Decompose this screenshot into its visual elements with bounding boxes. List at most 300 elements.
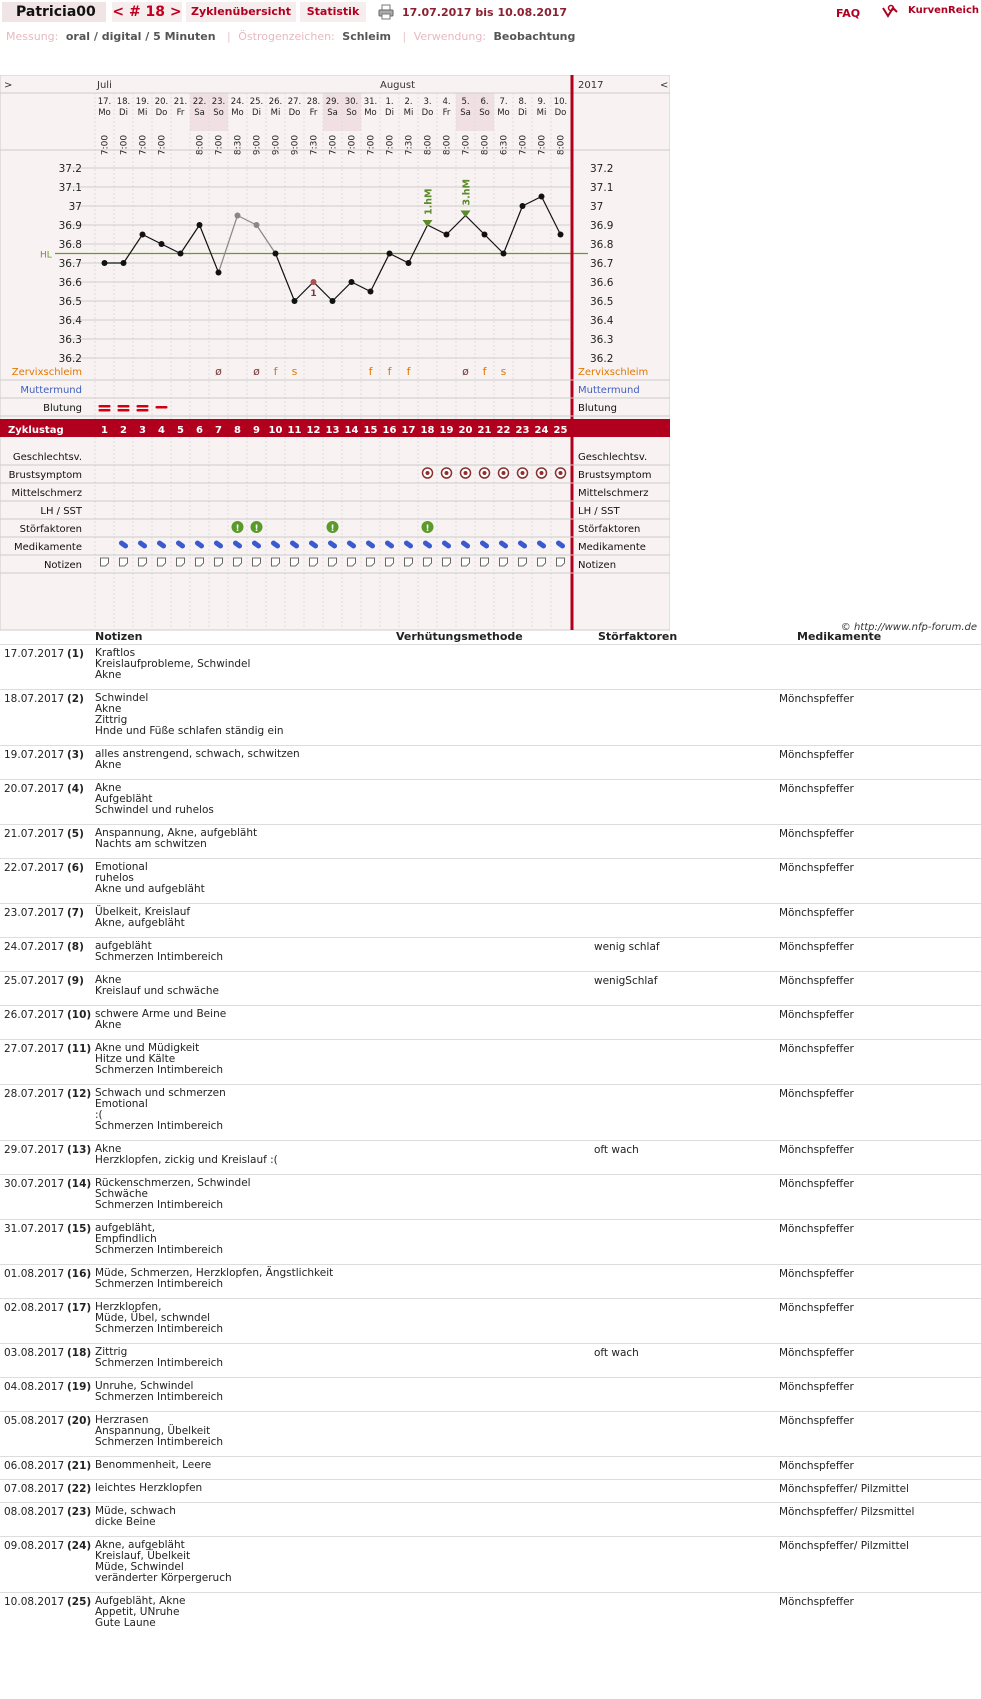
y-tick-right: 36.7 [590,258,614,270]
bleeding-mark [137,409,149,412]
day-weekday: Di [385,108,394,118]
y-tick-left: 37 [68,201,82,213]
note-cycle-day: (11) [67,1043,92,1055]
note-date: 08.08.2017 [4,1506,65,1518]
temp-point [311,279,317,285]
day-weekday: Di [518,108,527,118]
row-label-right-brust: Brustsymptom [578,470,652,481]
note-cycle-day: (4) [67,783,84,795]
logo-text: KurvenReich [908,5,980,16]
y-tick-right: 36.2 [590,353,614,365]
note-date: 23.07.2017 [4,907,65,919]
row-label-right-medi: Medikamente [578,542,646,553]
day-date: 4. [442,97,451,107]
temp-point [444,232,450,238]
y-tick-left: 36.4 [58,315,82,327]
temp-point [330,298,336,304]
cycleday-number: 3 [139,425,146,436]
note-text: Müde, schwach dicke Beine [95,1505,176,1528]
measure-time: 8:00 [556,134,567,156]
row-label-brust: Brustsymptom [8,470,82,481]
day-weekday: Mi [403,108,414,118]
row-label-right-muttermund: Muttermund [578,385,640,396]
note-medication: Mönchspfeffer [779,862,854,874]
day-date: 20. [154,97,169,107]
day-date: 7. [499,97,508,107]
note-medication: Mönchspfeffer [779,749,854,761]
cervical-mucus-mark: f [387,365,392,378]
note-date: 05.08.2017 [4,1415,65,1427]
note-disturbance: wenigSchlaf [594,975,658,987]
note-medication: Mönchspfeffer [779,1347,854,1359]
note-row [0,1536,981,1593]
note-date: 28.07.2017 [4,1088,65,1100]
temp-point [292,298,298,304]
day-weekday: Fr [309,108,318,118]
day-weekday: So [346,108,357,118]
bleeding-mark [137,405,149,408]
note-cycle-day: (12) [67,1088,92,1100]
note-medication: Mönchspfeffer [779,1144,854,1156]
note-date: 17.07.2017 [4,648,65,660]
note-row [0,1005,981,1040]
day-weekday: Mo [231,108,244,118]
day-date: 6. [480,97,489,107]
note-date: 21.07.2017 [4,828,65,840]
day-weekday: Mo [364,108,377,118]
day-weekday: Di [119,108,128,118]
breast-symptom-dot [464,471,468,475]
note-row [0,1298,981,1344]
estrogen-value: Schleim [342,30,392,43]
cycleday-number: 20 [458,425,473,436]
note-row [0,745,981,780]
note-date: 01.08.2017 [4,1268,65,1280]
bleeding-mark [118,409,130,412]
note-row [0,937,981,972]
breast-symptom-dot [559,471,563,475]
cycleday-number: 23 [515,425,530,436]
y-tick-left: 36.8 [58,239,82,251]
temp-point [349,279,355,285]
disturbance-glyph: ! [235,524,240,534]
note-cycle-day: (5) [67,828,84,840]
day-date: 28. [306,97,321,107]
note-date: 27.07.2017 [4,1043,65,1055]
cervical-mucus-mark: s [500,365,507,378]
year-label: 2017 [578,80,604,91]
measure-time: 8:00 [442,134,453,156]
temp-point [216,270,222,276]
measure-time: 7:00 [347,134,358,156]
y-tick-right: 37 [590,201,604,213]
row-label-right-notizen: Notizen [578,560,617,571]
y-tick-right: 37.2 [590,163,614,175]
note-medication: Mönchspfeffer [779,1302,854,1314]
y-tick-left: 37.1 [58,182,82,194]
note-medication: Mönchspfeffer [779,783,854,795]
note-text: Zittrig Schmerzen Intimbereich [95,1346,224,1369]
day-weekday: Fr [176,108,185,118]
note-date: 24.07.2017 [4,941,65,953]
day-weekday: Sa [327,108,338,118]
day-date: 10. [553,97,568,107]
measure-time: 8:30 [233,134,244,156]
cycleday-number: 17 [401,425,416,436]
note-disturbance: oft wach [594,1347,639,1359]
temp-point [387,251,393,257]
cycleday-number: 9 [253,425,260,436]
temp-point [197,222,203,228]
measure-time: 7:00 [100,134,111,156]
y-tick-left: 36.5 [58,296,82,308]
day-weekday: Fr [442,108,451,118]
measure-time: 7:30 [404,134,415,156]
copyright: © http://www.nfp-forum.de [840,622,977,633]
day-weekday: Mo [98,108,111,118]
note-text: Akne und Müdigkeit Hitze und Kälte Schmerzen Intimbereich [95,1042,224,1076]
cycle-chart [0,75,670,635]
note-cycle-day: (23) [67,1506,92,1518]
note-row [0,1039,981,1085]
day-date: 8. [518,97,527,107]
cycleday-number: 13 [325,425,340,436]
measurement-label: Messung: [6,30,59,43]
row-label-medi: Medikamente [14,542,82,553]
note-text: Akne Kreislauf und schwäche [95,974,219,997]
note-cycle-day: (6) [67,862,84,874]
measure-time: 6:30 [499,134,510,156]
disturbance-glyph: ! [330,524,335,534]
day-weekday: Mo [497,108,510,118]
note-cycle-day: (15) [67,1223,92,1235]
day-weekday: Mi [137,108,148,118]
measure-time: 9:00 [290,134,301,156]
day-date: 21. [173,97,188,107]
note-medication: Mönchspfeffer [779,1043,854,1055]
note-text: Rückenschmerzen, Schwindel Schwäche Schmerzen Intimbereich [95,1177,251,1211]
day-weekday: So [213,108,224,118]
day-date: 2. [404,97,413,107]
bleeding-mark [99,405,111,408]
cycleday-number: 4 [158,425,165,436]
measure-time: 7:00 [138,134,149,156]
printer-icon[interactable] [378,4,394,20]
day-weekday: So [479,108,490,118]
row-label-mittel: Mittelschmerz [11,488,82,499]
cycleday-number: 2 [120,425,127,436]
note-cycle-day: (24) [67,1540,92,1552]
note-row [0,1377,981,1412]
cervical-mucus-mark: s [291,365,298,378]
note-row [0,903,981,938]
cervical-mucus-mark: ø [462,365,469,378]
day-date: 1. [385,97,394,107]
note-medication: Mönchspfeffer [779,1088,854,1100]
measure-time: 7:00 [366,134,377,156]
measure-time: 9:00 [252,134,263,156]
note-date: 06.08.2017 [4,1460,65,1472]
note-cycle-day: (16) [67,1268,92,1280]
row-label-right-blutung: Blutung [578,403,617,414]
day-date: 22. [192,97,207,107]
day-weekday: Do [554,108,567,118]
nav-left: > [4,80,13,91]
measure-time: 7:00 [385,134,396,156]
note-medication: Mönchspfeffer/ Pilzsmittel [779,1506,915,1518]
note-date: 10.08.2017 [4,1596,65,1608]
note-cycle-day: (17) [67,1302,92,1314]
faq-link[interactable]: FAQ [836,7,861,20]
note-row [0,824,981,859]
measure-time: 8:00 [423,134,434,156]
note-disturbance: oft wach [594,1144,639,1156]
measure-time: 9:00 [271,134,282,156]
day-weekday: Mi [270,108,281,118]
measure-time: 7:00 [518,134,529,156]
cycleday-number: 11 [287,425,302,436]
note-date: 03.08.2017 [4,1347,65,1359]
temp-point [482,232,488,238]
note-cycle-day: (7) [67,907,84,919]
note-row [0,858,981,904]
cycleday-number: 8 [234,425,241,436]
temp-point [539,194,545,200]
day-date: 27. [287,97,302,107]
note-cycle-day: (25) [67,1596,92,1608]
note-row [0,1479,981,1503]
low-marker: 1 [310,289,317,299]
note-row [0,1411,981,1457]
note-medication: Mönchspfeffer [779,693,854,705]
note-row [0,1219,981,1265]
day-date: 5. [461,97,470,107]
tab-statistics[interactable]: Statistik [300,2,366,22]
y-tick-right: 36.9 [590,220,614,232]
cervical-mucus-mark: f [273,365,278,378]
note-row [0,1456,981,1480]
row-label-gv: Geschlechtsv. [12,452,82,463]
row-label-right-lh: LH / SST [578,506,620,517]
note-text: Unruhe, Schwindel Schmerzen Intimbereich [95,1380,224,1403]
coverline-label: HL [40,250,52,261]
note-text: Schwach und schmerzen Emotional :( Schmerzen Intimbereich [95,1087,226,1132]
note-cycle-day: (10) [67,1009,92,1021]
row-label-right-zervix: Zervixschleim [578,367,649,378]
row-label-zervix: Zervixschleim [11,367,82,378]
cycleday-number: 18 [420,425,435,436]
cervical-mucus-mark: f [368,365,373,378]
day-date: 17. [97,97,112,107]
note-medication: Mönchspfeffer/ Pilzmittel [779,1483,909,1495]
note-row [0,689,981,746]
note-date: 22.07.2017 [4,862,65,874]
cycleday-number: 14 [344,425,359,436]
note-text: aufgebläht Schmerzen Intimbereich [95,940,224,963]
note-text: Benommenheit, Leere [95,1459,212,1471]
note-date: 19.07.2017 [4,749,65,761]
day-date: 29. [325,97,340,107]
day-date: 18. [116,97,131,107]
temp-point [159,241,165,247]
note-row [0,1264,981,1299]
note-row [0,1084,981,1141]
temp-point [406,260,412,266]
tab-cycle-overview[interactable]: Zyklenübersicht [186,2,296,22]
day-weekday: Sa [194,108,205,118]
note-cycle-day: (2) [67,693,84,705]
note-medication: Mönchspfeffer [779,907,854,919]
note-text: Akne, aufgebläht Kreislauf, Übelkeit Müde, Schwindel veränderter Körpergeruch [95,1539,232,1584]
breast-symptom-dot [445,471,449,475]
note-medication: Mönchspfeffer/ Pilzmittel [779,1540,909,1552]
day-date: 25. [249,97,264,107]
breast-symptom-dot [483,471,487,475]
note-medication: Mönchspfeffer [779,941,854,953]
note-date: 25.07.2017 [4,975,65,987]
note-text: Übelkeit, Kreislauf Akne, aufgebläht [95,906,191,929]
note-medication: Mönchspfeffer [779,1415,854,1427]
y-tick-left: 37.2 [58,163,82,175]
note-text: Schwindel Akne Zittrig Hnde und Füße schlafen ständig ein [95,692,284,737]
measure-time: 8:00 [195,134,206,156]
note-text: Anspannung, Akne, aufgebläht Nachts am schwitzen [95,827,258,850]
note-text: Akne Herzklopfen, zickig und Kreislauf :( [95,1143,278,1166]
note-text: Herzklopfen, Müde, Übel, schwndel Schmerzen Intimbereich [95,1301,224,1335]
note-row [0,1592,981,1638]
note-medication: Mönchspfeffer [779,1178,854,1190]
temp-point [178,251,184,257]
day-date: 30. [344,97,359,107]
date-range: 17.07.2017 bis 10.08.2017 [402,6,568,19]
temp-point [520,203,526,209]
hm-label: 1.hM [423,188,435,215]
note-medication: Mönchspfeffer [779,1009,854,1021]
note-row [0,644,981,690]
cycleday-number: 7 [215,425,222,436]
measure-time: 7:00 [461,134,472,156]
measurement-info: Messung: oral / digital / 5 Minuten | Östrogenzeichen: Schleim | Verwendung: Beobachtung [6,30,576,43]
note-cycle-day: (13) [67,1144,92,1156]
temp-point [102,260,108,266]
day-date: 31. [363,97,378,107]
note-text: Emotional ruhelos Akne und aufgebläht [95,861,205,895]
estrogen-label: Östrogenzeichen: [238,30,335,43]
cycleday-label: Zyklustag [8,425,64,436]
y-tick-right: 36.3 [590,334,614,346]
cycleday-number: 16 [382,425,397,436]
note-row [0,779,981,825]
y-tick-right: 36.8 [590,239,614,251]
note-text: schwere Arme und Beine Akne [95,1008,227,1031]
note-text: Aufgebläht, Akne Appetit, UNruhe Gute Laune [95,1595,186,1629]
note-row [0,1502,981,1537]
cycleday-number: 25 [553,425,568,436]
row-label-notizen: Notizen [43,560,82,571]
month-august: August [380,80,415,91]
bleeding-mark [99,409,111,412]
note-medication: Mönchspfeffer [779,1460,854,1472]
cycleday-number: 19 [439,425,454,436]
cycleday-number: 1 [101,425,108,436]
bleeding-mark [118,405,130,408]
row-label-muttermund: Muttermund [20,385,82,396]
cycleday-number: 12 [306,425,321,436]
day-date: 9. [537,97,546,107]
cycleday-number: 22 [496,425,511,436]
note-date: 04.08.2017 [4,1381,65,1393]
day-date: 26. [268,97,283,107]
measure-time: 7:00 [328,134,339,156]
y-tick-left: 36.2 [58,353,82,365]
cervical-mucus-mark: ø [215,365,222,378]
username: Patricia00 [2,2,106,22]
note-text: Akne Aufgebläht Schwindel und ruhelos [95,782,214,816]
temp-point [235,213,241,219]
note-date: 26.07.2017 [4,1009,65,1021]
usage-label: Verwendung: [413,30,487,43]
top-bar [0,0,981,24]
y-tick-left: 36.7 [58,258,82,270]
cycle-navigator[interactable]: < # 18 > [112,4,182,20]
cycleday-number: 21 [477,425,492,436]
note-row [0,1140,981,1175]
measure-time: 7:00 [214,134,225,156]
temp-point [140,232,146,238]
breast-symptom-dot [502,471,506,475]
row-label-lh: LH / SST [40,506,82,517]
cervical-mucus-mark: f [406,365,411,378]
y-tick-left: 36.3 [58,334,82,346]
note-text: alles anstrengend, schwach, schwitzen Akne [95,748,300,771]
note-row [0,1343,981,1378]
day-weekday: Sa [460,108,471,118]
disturbance-glyph: ! [425,524,430,534]
measure-time: 7:00 [157,134,168,156]
disturbance-glyph: ! [254,524,259,534]
note-text: Herzrasen Anspannung, Übelkeit Schmerzen Intimbereich [95,1414,224,1448]
cycleday-number: 6 [196,425,203,436]
note-medication: Mönchspfeffer [779,1223,854,1235]
note-row [0,1174,981,1220]
y-tick-right: 37.1 [590,182,614,194]
row-label-right-mittel: Mittelschmerz [578,488,649,499]
temp-point [501,251,507,257]
breast-symptom-dot [426,471,430,475]
cycleday-number: 10 [268,425,283,436]
note-medication: Mönchspfeffer [779,1596,854,1608]
bleeding-mark [156,406,168,409]
note-date: 30.07.2017 [4,1178,65,1190]
note-cycle-day: (9) [67,975,84,987]
note-disturbance: wenig schlaf [594,941,660,953]
note-medication: Mönchspfeffer [779,1268,854,1280]
cycleday-number: 5 [177,425,184,436]
breast-symptom-dot [540,471,544,475]
row-label-blutung: Blutung [43,403,82,414]
measure-time: 8:00 [480,134,491,156]
measure-time: 7:00 [537,134,548,156]
day-weekday: Do [155,108,168,118]
breast-symptom-dot [521,471,525,475]
cycleday-number: 24 [534,425,549,436]
y-tick-right: 36.5 [590,296,614,308]
note-text: Müde, Schmerzen, Herzklopfen, Ängstlichkeit Schmerzen Intimbereich [95,1267,334,1290]
day-weekday: Do [421,108,434,118]
measure-time: 7:30 [309,134,320,156]
note-cycle-day: (20) [67,1415,92,1427]
note-medication: Mönchspfeffer [779,1381,854,1393]
